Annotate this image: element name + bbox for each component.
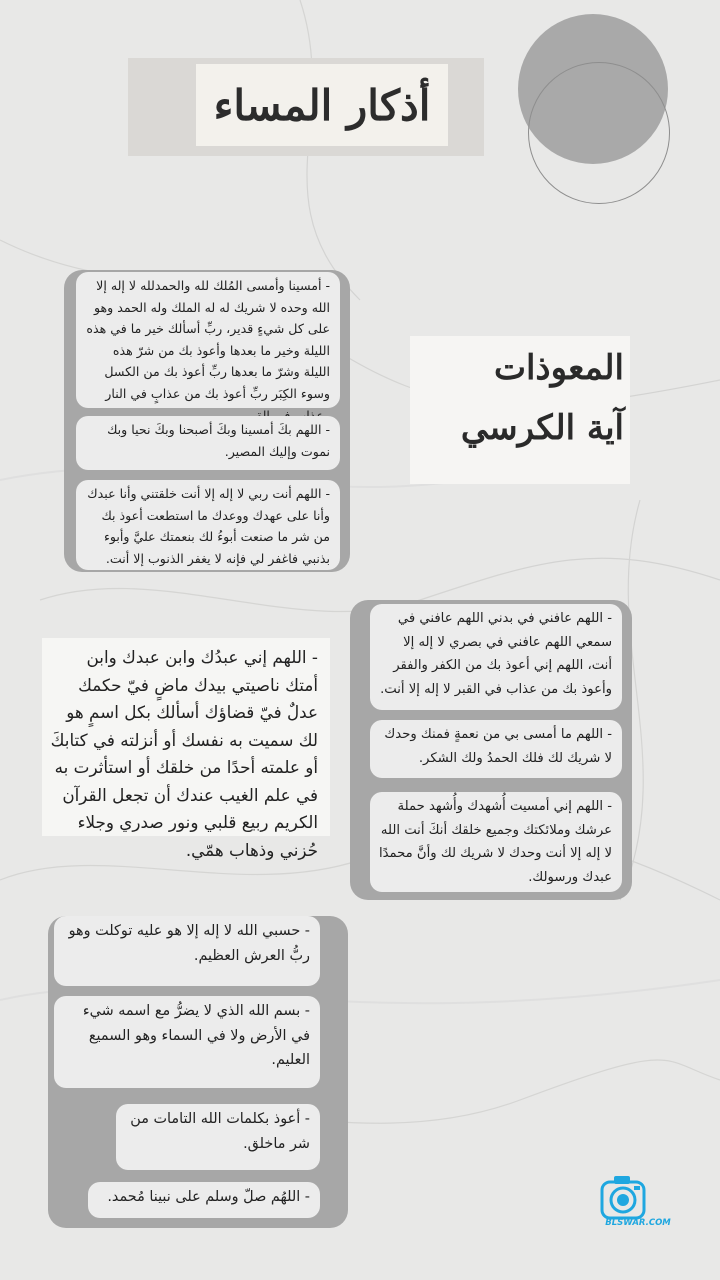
side-label-muawwidhat: المعوذات bbox=[493, 348, 624, 388]
dhikr-card: - اللهم أنت ربي لا إله إلا أنت خلقتني وأنا عبدك وأنا على عهدك ووعدك ما استطعت أعوذ بك من شر ما صنعت أبوءُ لك بنعمتك عليَّ وأبوء بذنبي فاغفر لي فإنه لا يغفر الذنوب إلا أنت. bbox=[76, 480, 340, 570]
dhikr-card: - أمسينا وأمسى المُلك لله والحمدلله لا إله إلا الله وحده لا شريك له له الملك وله الحمد وهو على كل شيءٍ قدير، ربِّ أسألك خير ما في هذه الليلة وخير ما بعدها وأعوذ بك من شرّ هذه الليلة وشرّ ما بعدها ربِّ أعوذ بك من الكسل وسوء الكِبَر ربِّ أعوذ بك من عذابٍ في النار bbox=[76, 272, 340, 408]
watermark-text: BLSWAR.COM bbox=[605, 1218, 671, 1228]
dhikr-card: - حسبي الله لا إله إلا هو عليه توكلت وهو ربُّ العرش العظيم. bbox=[54, 916, 320, 986]
dhikr-card: - اللهم ما أمسى بي من نعمةٍ فمنك وحدك لا شريك لك فلك الحمدُ ولك الشكر. bbox=[370, 720, 622, 778]
dhikr-card: - اللهُم صلّ وسلم على نبينا مُحمد. bbox=[88, 1182, 320, 1218]
dhikr-card: - اللهم بكَ أمسينا وبكَ أصبحنا وبكَ نحيا وبك نموت وإليك المصير. bbox=[76, 416, 340, 470]
title-banner-inner bbox=[196, 64, 448, 146]
page-title: أذكار المساء bbox=[213, 80, 431, 130]
dhikr-text: - اللهم إني عبدُك وابن عبدك وابن أمتك ناصيتي بيدك ماضٍ فيّ حكمك عدلٌ فيّ قضاؤك أسألك بكل اسمٍ هو لك سميت به نفسك أو أنزلته في كتابكَ أو علمته أحدًا من خلقك أو استأثرت به في علم الغيب عندك أن تجعل القرآن الكريم ربيع قلبي ونور صدري وجلاء حُزني وذهاب همّي. bbox=[50, 647, 318, 860]
dhikr-card: - أعوذ بكلمات الله التامات من شر ماخلق. bbox=[116, 1104, 320, 1170]
dhikr-card: - اللهم عافني في بدني اللهم عافني في سمعي اللهم عافني في بصري لا إله إلا أنت، اللهم إني أعوذ بك من الكفر والفقر وأعوذ بك من عذاب في القبر لا إله إلا أنت. bbox=[370, 604, 622, 710]
decorative-ring bbox=[528, 62, 670, 204]
dhikr-card: - بسم الله الذي لا يضرُّ مع اسمه شيء في الأرض ولا في السماء وهو السميع العليم. bbox=[54, 996, 320, 1088]
dhikr-card: - اللهم إني أمسيت أُشهدك وأُشهد حملة عرشك وملائكتك وجميع خلقك أنكَ أنت الله لا إله إلا أنت وحدك لا شريك لك وأنَّ محمدًا عبدك ورسولك. bbox=[370, 792, 622, 892]
side-label-box bbox=[410, 336, 630, 484]
dhikr-card-large-box bbox=[42, 638, 330, 860]
side-label-ayat-alkursi: آية الكرسي bbox=[460, 408, 624, 448]
